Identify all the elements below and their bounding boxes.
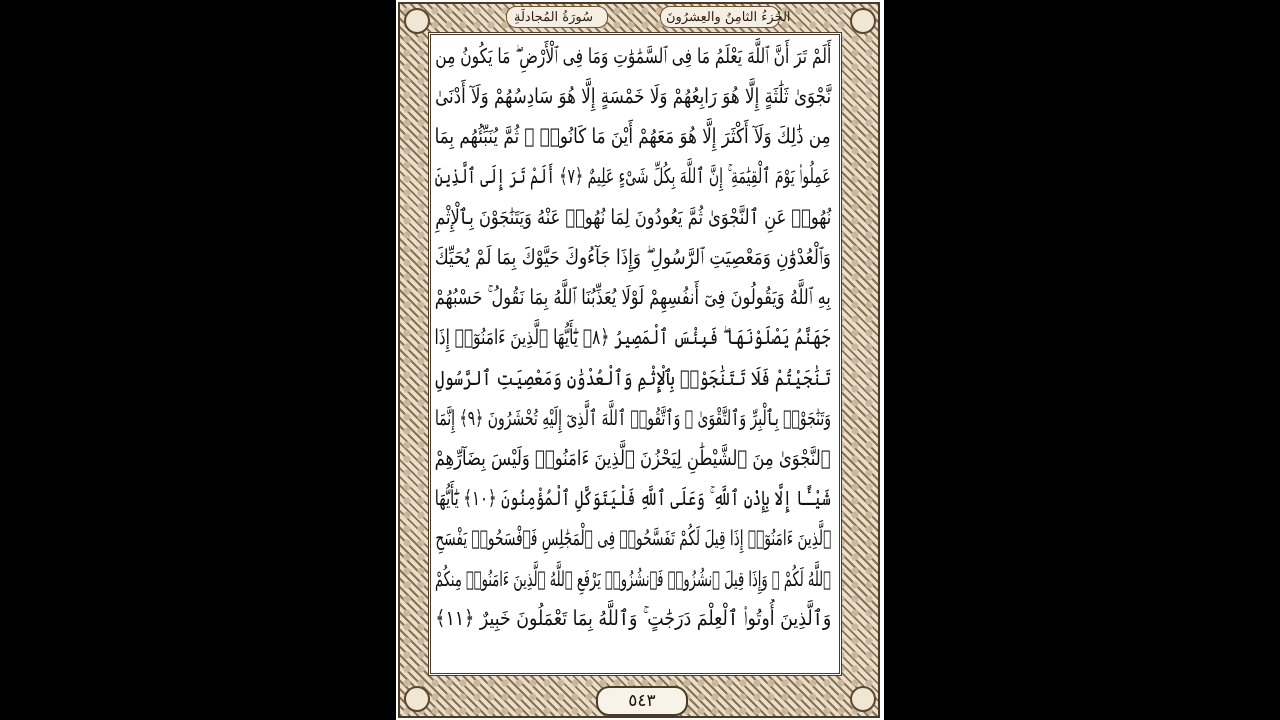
text-line: وَٱلْعُدْوَٰنِ وَمَعْصِيَتِ ٱلرَّسُولِ ۖ وَإِذَا جَآءُوكَ حَيَّوْكَ بِمَا لَمْ يُحَيِّكَ <box>434 244 831 269</box>
corner-ornament-icon <box>404 686 430 712</box>
text-line: مِن ذَٰلِكَ وَلَآ أَكْثَرَ إِلَّا هُوَ مَعَهُمْ أَيْنَ مَا كَانُوا۟ ۖ ثُمَّ يُنَبِّئُهُم بِمَا <box>434 124 831 149</box>
page-number: ٥٤٣ <box>628 691 656 711</box>
quran-text <box>432 36 834 639</box>
page-number-badge <box>596 686 688 716</box>
corner-ornament-icon <box>850 686 876 712</box>
text-line: جَهَنَّمُ يَصْلَوْنَهَا ۖ فَبِئْسَ ٱلْمَصِيرُ ﴿٨﴾ يَٰٓأَيُّهَا ٱلَّذِينَ ءَامَنُوٓا۟ إِذَا <box>434 324 831 349</box>
text-line: عَمِلُوا۟ يَوْمَ ٱلْقِيَٰمَةِ ۚ إِنَّ ٱللَّهَ بِكُلِّ شَىْءٍ عَلِيمٌ ﴿٧﴾ أَلَمْ تَرَ إِلَى ٱلَّذِينَ <box>435 164 831 189</box>
text-line: نُهُوا۟ عَنِ ٱلنَّجْوَىٰ ثُمَّ يَعُودُونَ لِمَا نُهُوا۟ عَنْهُ وَيَتَنَٰجَوْنَ بِٱلْإِثْمِ <box>434 204 831 229</box>
text-line: شَيْـًٔا إِلَّا بِإِذْنِ ٱللَّهِ ۚ وَعَلَى ٱللَّهِ فَلْيَتَوَكَّلِ ٱلْمُؤْمِنُونَ ﴿١٠﴾ يَٰٓأَيُّهَا <box>435 485 831 510</box>
text-line: نَّجْوَىٰ ثَلَٰثَةٍ إِلَّا هُوَ رَابِعُهُمْ وَلَا خَمْسَةٍ إِلَّا هُوَ سَادِسُهُمْ وَلَآ أَدْنَىٰ <box>435 84 831 109</box>
text-line: وَتَنَٰجَوْا۟ بِٱلْبِرِّ وَٱلتَّقْوَىٰ ۖ وَٱتَّقُوا۟ ٱللَّهَ ٱلَّذِىٓ إِلَيْهِ تُحْشَرُونَ ﴿٩﴾ إِنَّمَا <box>435 405 831 430</box>
text-line: ٱلَّذِينَ ءَامَنُوٓا۟ إِذَا قِيلَ لَكُمْ تَفَسَّحُوا۟ فِى ٱلْمَجَٰلِسِ فَٱفْسَحُوا۟ يَفْسَحِ <box>435 526 831 551</box>
corner-ornament-icon <box>404 8 430 34</box>
corner-ornament-icon <box>850 8 876 34</box>
text-line: ٱللَّهُ لَكُمْ ۖ وَإِذَا قِيلَ ٱنشُزُوا۟ فَٱنشُزُوا۟ يَرْفَعِ ٱللَّهُ ٱلَّذِينَ ءَامَنُوا۟ مِنكُمْ <box>435 566 831 591</box>
text-line: أَلَمْ تَرَ أَنَّ ٱللَّهَ يَعْلَمُ مَا فِى ٱلسَّمَٰوَٰتِ وَمَا فِى ٱلْأَرْضِ ۖ مَا يَكُونُ مِن <box>435 43 831 68</box>
text-line: ٱلنَّجْوَىٰ مِنَ ٱلشَّيْطَٰنِ لِيَحْزُنَ ٱلَّذِينَ ءَامَنُوا۟ وَلَيْسَ بِضَآرِّهِمْ <box>435 445 831 470</box>
text-line: تَنَٰجَيْتُمْ فَلَا تَتَنَٰجَوْا۟ بِٱلْإِثْمِ وَٱلْعُدْوَٰنِ وَمَعْصِيَتِ ٱلرَّسُولِ <box>434 365 831 390</box>
surah-title: سُورَةُ المُجادلَةِ <box>514 10 593 25</box>
mushaf-page <box>396 0 884 720</box>
juz-title: الجُزءُ الثامِنُ والعِشرُونَ <box>666 10 791 25</box>
text-line: بِهِ ٱللَّهُ وَيَقُولُونَ فِىٓ أَنفُسِهِمْ لَوْلَا يُعَذِّبُنَا ٱللَّهُ بِمَا نَقُولُ ۚ حَسْبُهُمْ <box>434 284 831 309</box>
text-line: وَٱلَّذِينَ أُوتُوا۟ ٱلْعِلْمَ دَرَجَٰتٍ ۚ وَٱللَّهُ بِمَا تَعْمَلُونَ خَبِيرٌ ﴿١١﴾ <box>434 606 831 631</box>
